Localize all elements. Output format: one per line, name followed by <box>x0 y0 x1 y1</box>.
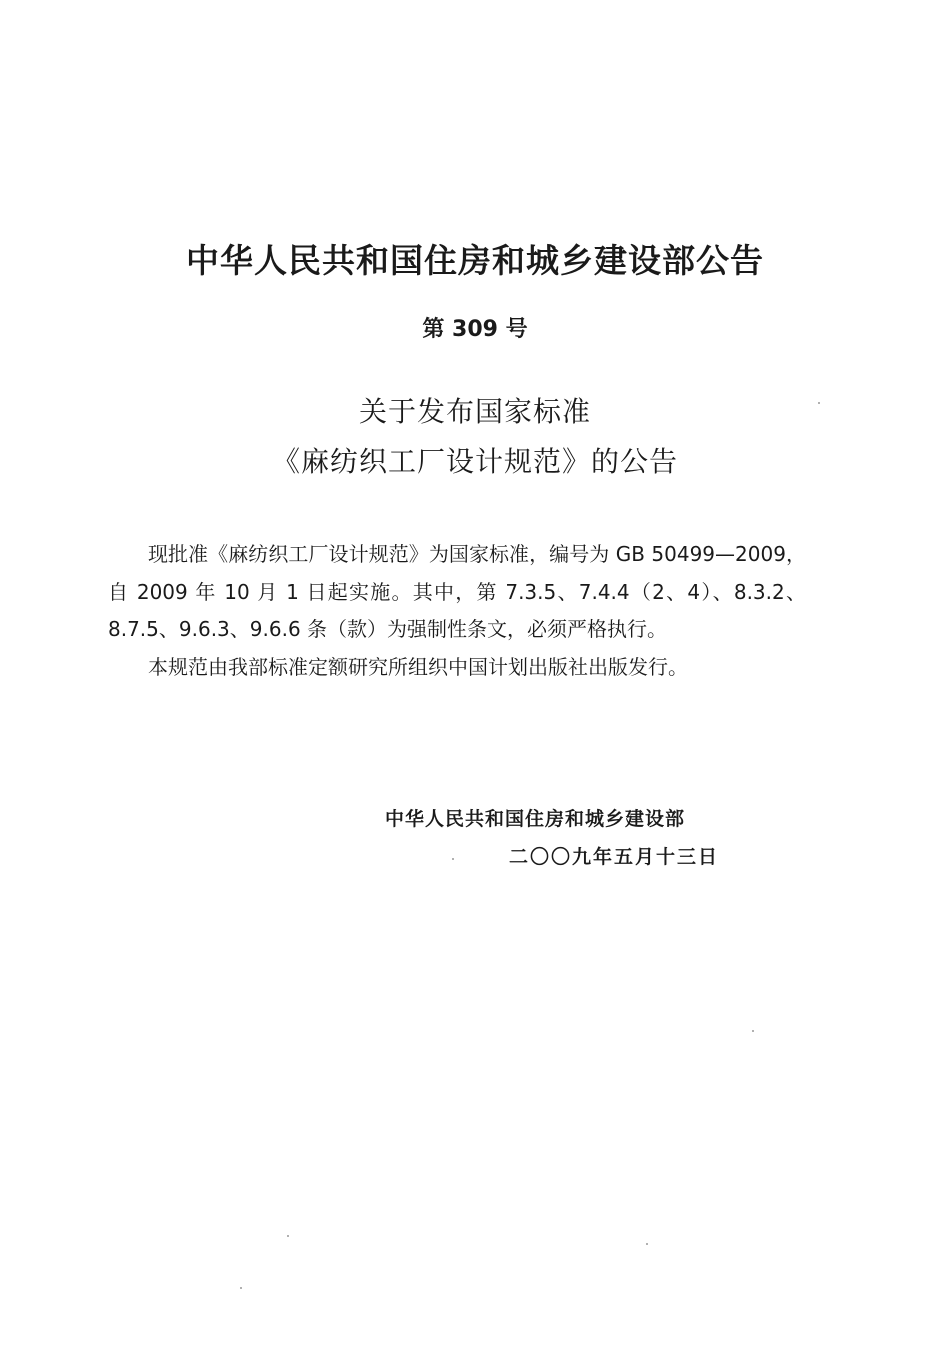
scan-speck <box>752 1030 754 1032</box>
body-paragraph-2: 本规范由我部标准定额研究所组织中国计划出版社出版发行。 <box>148 654 688 679</box>
signature-organization: 中华人民共和国住房和城乡建设部 <box>385 808 686 830</box>
signature-date: 二〇〇九年五月十三日 <box>509 846 720 868</box>
notice-body <box>108 536 806 686</box>
scan-speck <box>240 1287 242 1289</box>
signature-block <box>385 800 765 876</box>
notice-title: 中华人民共和国住房和城乡建设部公告 <box>186 241 764 280</box>
scan-speck <box>287 1235 289 1237</box>
scan-speck <box>818 402 820 404</box>
body-paragraph-1: 现批准《麻纺织工厂设计规范》为国家标准，编号为 GB 50499—2009，自 2009 年 10 月 1 日起实施。其中，第 7.3.5、7.4.4（2、4）、8.3.2、8.7.5、9.6.3、9.6.6 条（款）为强制性条文，必须严格执行。 <box>108 542 806 641</box>
scan-speck <box>646 1243 648 1245</box>
notice-subject-line-1: 关于发布国家标准 <box>358 395 591 428</box>
notice-subject-line-2: 《麻纺织工厂设计规范》的公告 <box>271 445 678 478</box>
notice-number: 第 309 号 <box>422 317 528 342</box>
scan-speck <box>452 858 454 860</box>
